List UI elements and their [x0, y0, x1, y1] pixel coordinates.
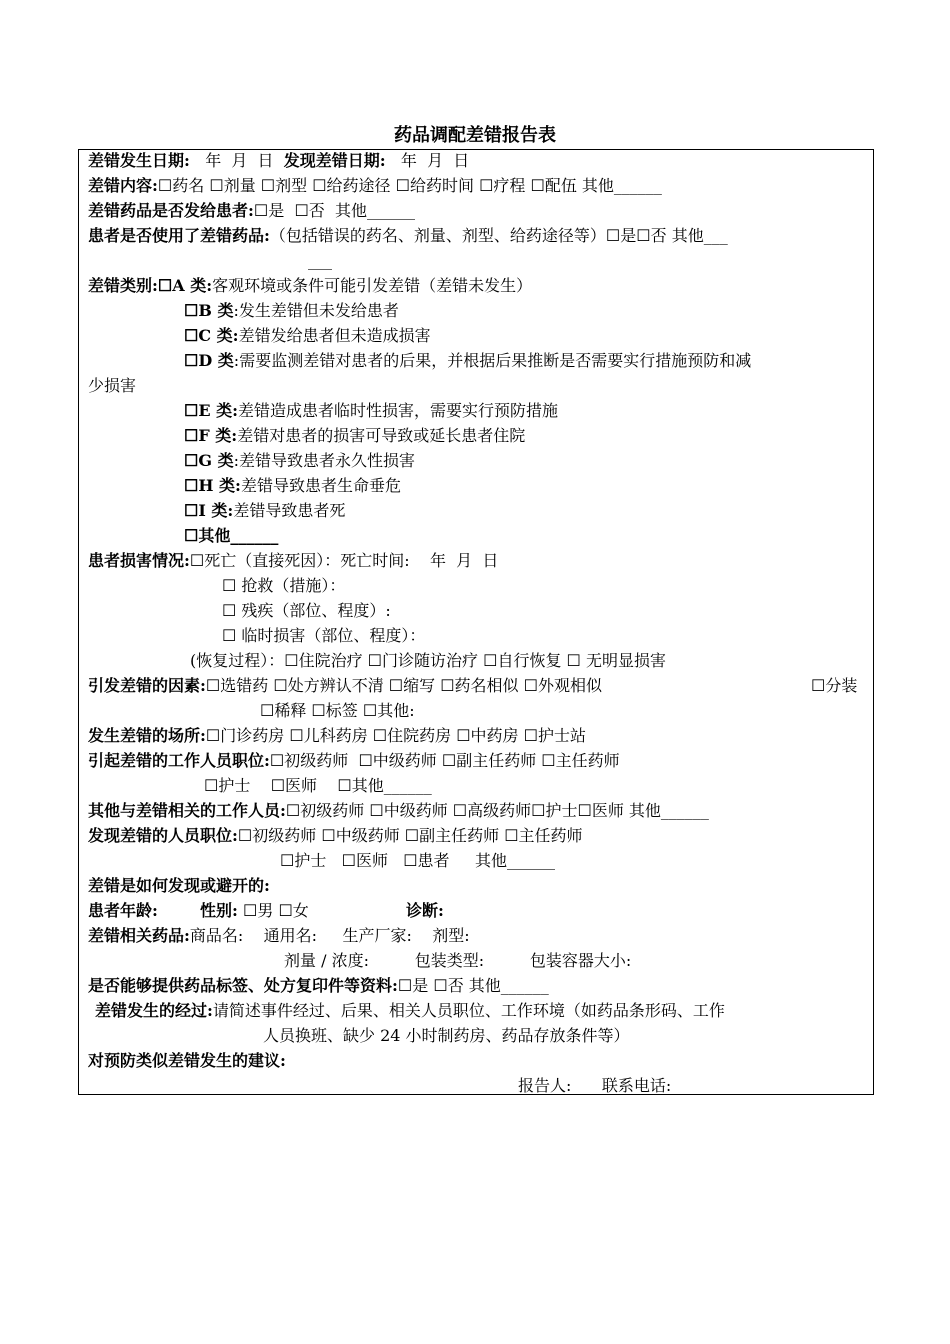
- row-category-c: [184, 324, 431, 348]
- occur-date-value[interactable]: 年 月 日: [195, 151, 279, 170]
- finder-label: 发现差错的人员职位:: [88, 826, 238, 845]
- patient-sex-label: 性别:: [200, 901, 238, 920]
- suggestion-label: 对预防类似差错发生的建议:: [88, 1051, 286, 1070]
- category-i-checkbox[interactable]: ☐I 类:: [184, 501, 234, 520]
- course-instructions: 请简述事件经过、后果、相关人员职位、工作环境（如药品条形码、工作: [212, 1001, 725, 1020]
- row-docs: [88, 974, 549, 998]
- drug-fields[interactable]: 商品名: 通用名: 生产厂家: 剂型:: [189, 926, 470, 945]
- category-h-checkbox[interactable]: ☐H 类:: [184, 476, 241, 495]
- row-staff: [88, 749, 620, 773]
- error-content-options[interactable]: ☐药名 ☐剂量 ☐剂型 ☐给药途径 ☐给药时间 ☐疗程 ☐配伍 其他______: [157, 176, 662, 195]
- find-date-label: 发现差错日期:: [283, 151, 386, 170]
- category-e-text: 差错造成患者临时性损害，需要实行预防措施: [238, 401, 559, 420]
- harm-rescue-option[interactable]: ☐ 抢救（措施）：: [222, 576, 346, 595]
- reporter-contact-fields[interactable]: 报告人: 联系电话:: [518, 1076, 672, 1095]
- finder-continuation-options[interactable]: ☐护士 ☐医师 ☐患者 其他______: [280, 851, 555, 870]
- row-place: [88, 724, 586, 748]
- category-d-checkbox[interactable]: ☐D 类: [184, 351, 234, 370]
- category-c-text: 差错发给患者但未造成损害: [238, 326, 431, 345]
- row-category-f: [184, 424, 525, 448]
- category-label: 差错类别:: [88, 276, 158, 295]
- row-dates: [88, 149, 469, 173]
- form-title: 药品调配差错报告表: [394, 125, 556, 146]
- find-date-value[interactable]: 年 月 日: [390, 151, 470, 170]
- factors-label: 引发差错的因素:: [88, 676, 206, 695]
- row-dispensed: [88, 199, 415, 223]
- category-f-checkbox[interactable]: ☐F 类:: [184, 426, 238, 445]
- dispensed-options[interactable]: ☐是 ☐否 其他______: [253, 201, 415, 220]
- category-g-text: :差错导致患者永久性损害: [233, 451, 415, 470]
- factors-continuation-options[interactable]: ☐稀释 ☐标签 ☐其他:: [260, 701, 415, 720]
- row-category-g: [184, 449, 415, 473]
- factors-repack-option[interactable]: ☐分装: [811, 676, 858, 695]
- row-category-e: [184, 399, 558, 423]
- used-continuation: ___: [308, 251, 332, 270]
- harm-death-option[interactable]: ☐死亡（直接死因）：死亡时间: 年 月 日: [189, 551, 499, 570]
- docs-label: 是否能够提供药品标签、处方复印件等资料:: [88, 976, 398, 995]
- row-patient: [88, 899, 158, 923]
- category-a-text: 客观环境或条件可能引发差错（差错未发生）: [212, 276, 533, 295]
- place-label: 发生差错的场所:: [88, 726, 206, 745]
- row-course: [95, 999, 725, 1023]
- finder-options[interactable]: ☐初级药师 ☐中级药师 ☐副主任药师 ☐主任药师: [237, 826, 583, 845]
- category-b-text: :发生差错但未发给患者: [233, 301, 399, 320]
- course-instructions-continuation: 人员换班、缺少 24 小时制药房、药品存放条件等）: [263, 1026, 630, 1045]
- staff-label: 引起差错的工作人员职位:: [88, 751, 270, 770]
- category-i-text: 差错导致患者死: [233, 501, 346, 520]
- row-used: [88, 224, 728, 248]
- category-c-checkbox[interactable]: ☐C 类:: [184, 326, 239, 345]
- row-drug: [88, 924, 470, 948]
- staff-options[interactable]: ☐初级药师 ☐中级药师 ☐副主任药师 ☐主任药师: [269, 751, 620, 770]
- used-label: 患者是否使用了差错药品:: [88, 226, 270, 245]
- category-other-checkbox[interactable]: ☐其他______: [184, 526, 279, 545]
- row-error-content: [88, 174, 662, 198]
- category-f-text: 差错对患者的损害可导致或延长患者住院: [237, 426, 526, 445]
- patient-age-label: 患者年龄:: [88, 901, 158, 920]
- row-harm-death: [88, 549, 498, 573]
- row-category-a: [88, 274, 532, 298]
- place-options[interactable]: ☐门诊药房 ☐儿科药房 ☐住院药房 ☐中药房 ☐护士站: [205, 726, 586, 745]
- row-factors: [88, 674, 602, 698]
- occur-date-label: 差错发生日期:: [88, 151, 190, 170]
- row-category-d: [184, 349, 751, 373]
- patient-sex-options[interactable]: ☐男 ☐女: [243, 901, 309, 920]
- diagnosis-label: 诊断:: [406, 901, 444, 920]
- used-options[interactable]: （包括错误的药名、剂量、剂型、给药途径等）☐是☐否 其他___: [269, 226, 728, 245]
- category-a-checkbox[interactable]: ☐A 类:: [157, 276, 213, 295]
- harm-temporary-option[interactable]: ☐ 临时损害（部位、程度）：: [222, 626, 426, 645]
- category-g-checkbox[interactable]: ☐G 类: [184, 451, 234, 470]
- row-category-b: [184, 299, 399, 323]
- category-b-checkbox[interactable]: ☐B 类: [184, 301, 234, 320]
- factors-options[interactable]: ☐选错药 ☐处方辨认不清 ☐缩写 ☐药名相似 ☐外观相似: [205, 676, 602, 695]
- other-staff-options[interactable]: ☐初级药师 ☐中级药师 ☐高级药师☐护士☐医师 其他______: [285, 801, 709, 820]
- category-d-text: :需要监测差错对患者的后果，并根据后果推断是否需要实行措施预防和减: [233, 351, 752, 370]
- docs-options[interactable]: ☐是 ☐否 其他______: [397, 976, 549, 995]
- error-content-label: 差错内容:: [88, 176, 158, 195]
- course-label: 差错发生的经过:: [95, 1001, 213, 1020]
- dispensed-label: 差错药品是否发给患者:: [88, 201, 254, 220]
- staff-continuation-options[interactable]: ☐护士 ☐医师 ☐其他______: [204, 776, 432, 795]
- other-staff-label: 其他与差错相关的工作人员:: [88, 801, 286, 820]
- how-found-label: 差错是如何发现或避开的:: [88, 876, 270, 895]
- harm-label: 患者损害情况:: [88, 551, 190, 570]
- drug-continuation-fields[interactable]: 剂量 / 浓度: 包装类型: 包装容器大小:: [284, 951, 632, 970]
- category-h-text: 差错导致患者生命垂危: [240, 476, 401, 495]
- row-other-staff: [88, 799, 709, 823]
- row-patient-sex: [200, 899, 309, 923]
- harm-recovery-options[interactable]: (恢复过程）：☐住院治疗 ☐门诊随访治疗 ☐自行恢复 ☐ 无明显损害: [190, 651, 666, 670]
- row-finder: [88, 824, 583, 848]
- category-d-continuation: 少损害: [88, 376, 137, 395]
- row-category-h: [184, 474, 401, 498]
- row-category-i: [184, 499, 345, 523]
- drug-label: 差错相关药品:: [88, 926, 190, 945]
- category-e-checkbox[interactable]: ☐E 类:: [184, 401, 239, 420]
- harm-disability-option[interactable]: ☐ 残疾（部位、程度）:: [222, 601, 391, 620]
